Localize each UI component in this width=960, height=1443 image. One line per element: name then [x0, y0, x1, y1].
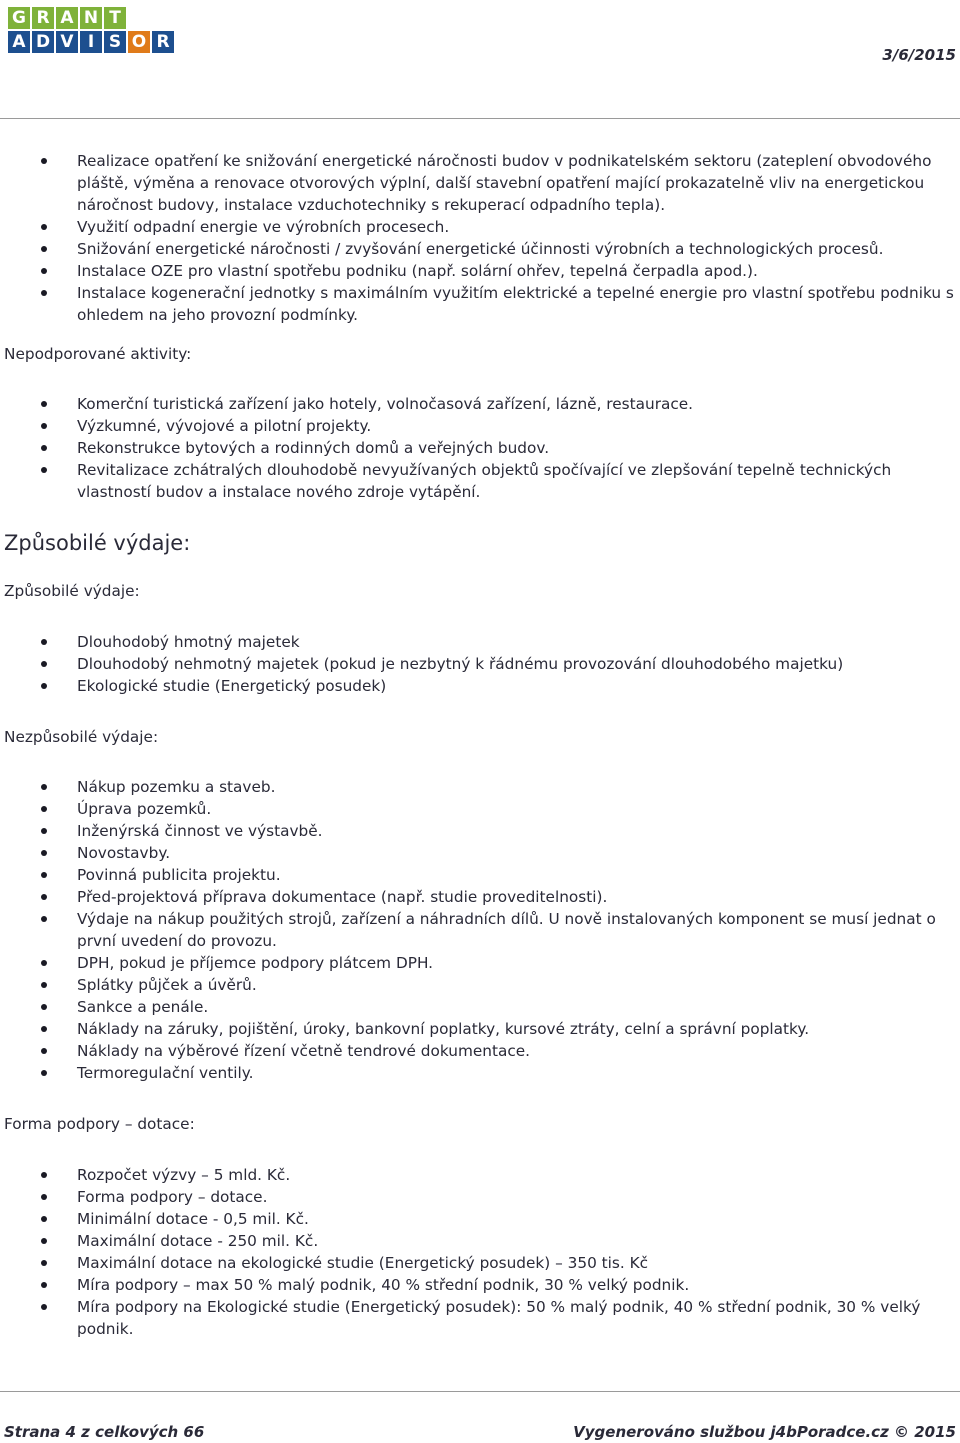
header-divider [0, 118, 960, 119]
generated-by: Vygenerováno službou j4bPoradce.cz © 2015 [573, 1423, 956, 1441]
page-header [0, 0, 960, 120]
section-label-unsupported: Nepodporované aktivity: [4, 345, 192, 363]
section-label-support: Forma podpory – dotace: [4, 1115, 195, 1133]
list-item: Míra podpory na Ekologické studie (Energetický posudek): 50 % malý podnik, 40 % střední podnik, 30 % velký podnik. [4, 1296, 954, 1340]
ineligible-list [4, 776, 954, 1084]
grant-letter-tile: G [8, 7, 30, 29]
list-item: Minimální dotace - 0,5 mil. Kč. [4, 1208, 954, 1230]
grant-letter-tile: N [80, 7, 102, 29]
list-item: Nákup pozemku a staveb. [4, 776, 954, 798]
intro-list [4, 150, 954, 326]
logo-row-grant [8, 7, 176, 29]
list-item: Úprava pozemků. [4, 798, 954, 820]
list-item: Výdaje na nákup použitých strojů, zařízení a náhradních dílů. U nově instalovaných komponent se musí jednat o první uvedení do provozu. [4, 908, 954, 952]
list-item: Povinná publicita projektu. [4, 864, 954, 886]
list-item: Instalace OZE pro vlastní spotřebu podniku (např. solární ohřev, tepelná čerpadla apod.). [4, 260, 954, 282]
list-item: Realizace opatření ke snižování energetické náročnosti budov v podnikatelském sektoru (zateplení obvodového pláště, výměna a renovace otvorových výplní, další stavební opatření mající prokazatelně vliv na energetickou náročnost budovy, instalace vzduchotechniky s rekuperací odpadního tepla). [4, 150, 954, 216]
logo-row-advisor [8, 31, 176, 53]
list-item: Rozpočet výzvy – 5 mld. Kč. [4, 1164, 954, 1186]
advisor-letter-tile: D [32, 31, 54, 53]
heading-eligible-costs: Způsobilé výdaje: [4, 531, 191, 555]
advisor-letter-tile: O [128, 31, 150, 53]
page-counter: Strana 4 z celkových 66 [4, 1423, 205, 1441]
list-item: Dlouhodobý hmotný majetek [4, 631, 954, 653]
list-item: Inženýrská činnost ve výstavbě. [4, 820, 954, 842]
list-item: Komerční turistická zařízení jako hotely, volnočasová zařízení, lázně, restaurace. [4, 393, 954, 415]
list-item: Instalace kogenerační jednotky s maximálním využitím elektrické a tepelné energie pro vlastní spotřebu podniku s ohledem na jeho provozní podmínky. [4, 282, 954, 326]
grant-letter-tile: T [104, 7, 126, 29]
list-item: Výzkumné, vývojové a pilotní projekty. [4, 415, 954, 437]
section-label-eligible: Způsobilé výdaje: [4, 582, 140, 600]
list-item: Sankce a penále. [4, 996, 954, 1018]
advisor-letter-tile: R [152, 31, 174, 53]
advisor-letter-tile: S [104, 31, 126, 53]
advisor-letter-tile: A [8, 31, 30, 53]
list-item: Náklady na výběrové řízení včetně tendrové dokumentace. [4, 1040, 954, 1062]
document-body [4, 150, 954, 1340]
list-item: Termoregulační ventily. [4, 1062, 954, 1084]
grant-letter-tile: A [56, 7, 78, 29]
eligible-list [4, 631, 954, 697]
section-label-ineligible: Nezpůsobilé výdaje: [4, 728, 159, 746]
footer-divider [0, 1391, 960, 1392]
support-list [4, 1164, 954, 1340]
list-item: Maximální dotace na ekologické studie (Energetický posudek) – 350 tis. Kč [4, 1252, 954, 1274]
advisor-letter-tile: V [56, 31, 78, 53]
list-item: Splátky půjček a úvěrů. [4, 974, 954, 996]
list-item: Dlouhodobý nehmotný majetek (pokud je nezbytný k řádnému provozování dlouhodobého majetku) [4, 653, 954, 675]
document-date: 3/6/2015 [882, 46, 956, 64]
list-item: Novostavby. [4, 842, 954, 864]
list-item: Forma podpory – dotace. [4, 1186, 954, 1208]
list-item: DPH, pokud je příjemce podpory plátcem DPH. [4, 952, 954, 974]
list-item: Rekonstrukce bytových a rodinných domů a veřejných budov. [4, 437, 954, 459]
list-item: Revitalizace zchátralých dlouhodobě nevyužívaných objektů spočívající ve zlepšování tepelně technických vlastností budov a instalace nového zdroje vytápění. [4, 459, 954, 503]
list-item: Snižování energetické náročnosti / zvyšování energetické účinnosti výrobních a technologických procesů. [4, 238, 954, 260]
list-item: Náklady na záruky, pojištění, úroky, bankovní poplatky, kursové ztráty, celní a správní poplatky. [4, 1018, 954, 1040]
advisor-letter-tile: I [80, 31, 102, 53]
list-item: Ekologické studie (Energetický posudek) [4, 675, 954, 697]
list-item: Využití odpadní energie ve výrobních procesech. [4, 216, 954, 238]
grant-letter-tile: R [32, 7, 54, 29]
grant-advisor-logo [8, 7, 176, 55]
list-item: Míra podpory – max 50 % malý podnik, 40 % střední podnik, 30 % velký podnik. [4, 1274, 954, 1296]
unsupported-list [4, 393, 954, 503]
list-item: Maximální dotace - 250 mil. Kč. [4, 1230, 954, 1252]
list-item: Před-projektová příprava dokumentace (např. studie proveditelnosti). [4, 886, 954, 908]
